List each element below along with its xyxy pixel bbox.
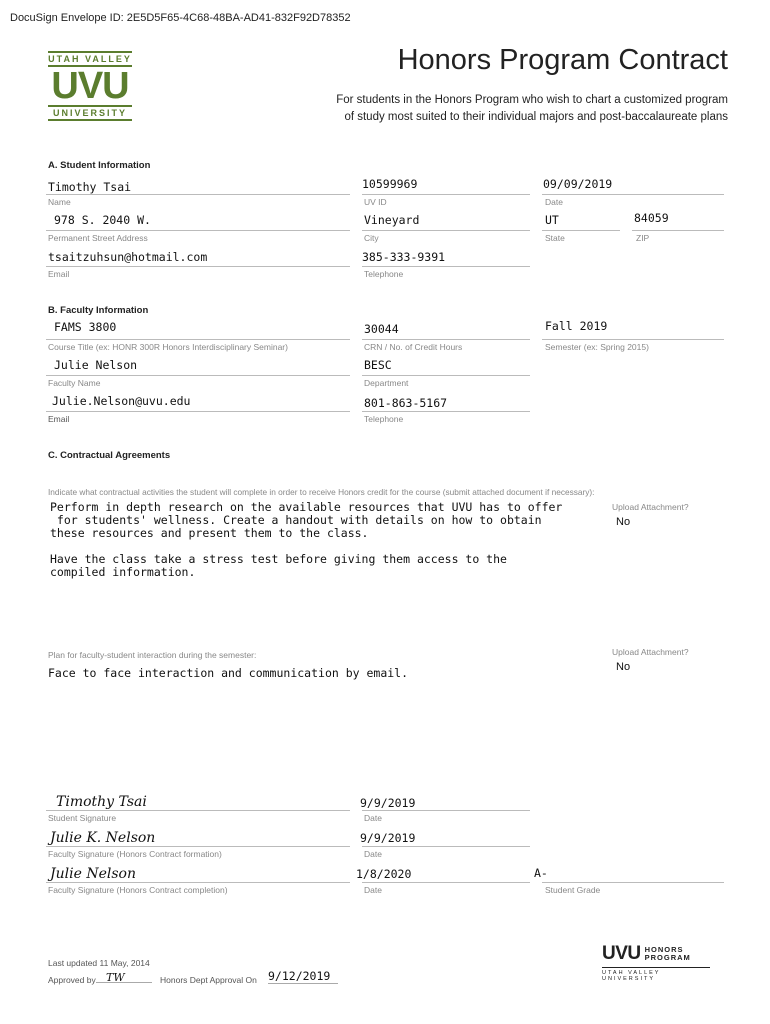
faculty-completion-date[interactable]: 1/8/2020: [356, 867, 412, 881]
student-sign-date[interactable]: 9/9/2019: [360, 796, 416, 810]
field-line: [632, 230, 724, 231]
faculty-name-label: Faculty Name: [48, 378, 101, 388]
field-line: [46, 411, 350, 412]
field-line: [362, 375, 530, 376]
faculty-email-label: Email: [48, 414, 70, 424]
field-line: [362, 230, 530, 231]
upload-attachment-label-2: Upload Attachment?: [612, 647, 689, 657]
city-label: City: [364, 233, 379, 243]
footer-logo-honors-program: [645, 946, 691, 962]
state-label: State: [545, 233, 565, 243]
section-c-heading: C. Contractual Agreements: [48, 450, 171, 461]
field-line: [46, 810, 350, 811]
field-line: [362, 882, 530, 883]
activities-instruction: Indicate what contractual activities the student will complete in order to receive Honors credit for the course (submit attached document if necessary):: [48, 487, 595, 497]
field-line: [542, 230, 620, 231]
faculty-email-field[interactable]: Julie.Nelson@uvu.edu: [52, 394, 191, 408]
student-telephone-label: Telephone: [364, 269, 404, 279]
semester-label: Semester (ex: Spring 2015): [545, 342, 649, 352]
zip-field[interactable]: 84059: [634, 211, 669, 225]
field-line: [46, 194, 350, 195]
footer-logo-program: PROGRAM: [644, 953, 691, 962]
approved-by-line: [96, 968, 152, 983]
field-line: [542, 194, 724, 195]
field-line: [362, 810, 530, 811]
faculty-telephone-field[interactable]: 801-863-5167: [364, 396, 448, 410]
uvid-field[interactable]: 10599969: [362, 177, 418, 191]
plan-label: Plan for faculty-student interaction during the semester:: [48, 650, 257, 660]
dept-approval-date[interactable]: 9/12/2019: [268, 969, 338, 984]
field-line: [542, 882, 724, 883]
crn-label: CRN / No. of Credit Hours: [364, 342, 463, 352]
subtitle-line-1: For students in the Honors Program who wish to chart a customized program: [336, 94, 728, 106]
logo-mid-text: UVU: [51, 65, 129, 107]
section-b-heading: B. Faculty Information: [48, 305, 149, 316]
field-line: [46, 339, 350, 340]
field-line: [46, 230, 350, 231]
student-email-label: Email: [48, 269, 70, 279]
field-line: [542, 339, 724, 340]
student-name-label: Name: [48, 197, 71, 207]
faculty-formation-date-label: Date: [364, 849, 382, 859]
section-a-heading: A. Student Information: [48, 160, 151, 171]
plan-textarea[interactable]: Face to face interaction and communication by email.: [48, 666, 409, 680]
field-line: [362, 846, 530, 847]
approved-by-initials[interactable]: TW: [106, 971, 125, 984]
department-label: Department: [364, 378, 409, 388]
student-email-field[interactable]: tsaitzuhsun@hotmail.com: [48, 250, 208, 264]
date-field[interactable]: 09/09/2019: [543, 177, 613, 191]
faculty-telephone-label: Telephone: [364, 414, 404, 424]
field-line: [362, 266, 530, 267]
field-line: [46, 266, 350, 267]
upload-attachment-select-1[interactable]: No: [616, 516, 631, 528]
faculty-name-field[interactable]: Julie Nelson: [54, 358, 138, 372]
dept-approval-label: Honors Dept Approval On: [160, 975, 257, 985]
field-line: [362, 339, 530, 340]
faculty-completion-signature[interactable]: Julie Nelson: [50, 866, 136, 882]
student-grade-field[interactable]: A-: [534, 866, 548, 880]
logo-top-text: UTAH VALLEY: [48, 51, 132, 67]
approved-by-label: Approved by: [48, 975, 96, 985]
activities-textarea[interactable]: Perform in depth research on the available resources that UVU has to offer for students' wellness. Create a handout with details on how to obtain these resources and present them to the class. Have the class take a stress test before giving them access to the compiled information.: [50, 500, 563, 579]
field-line: [362, 411, 530, 412]
faculty-formation-date[interactable]: 9/9/2019: [360, 831, 416, 845]
logo-bottom-text: UNIVERSITY: [48, 105, 132, 121]
faculty-completion-label: Faculty Signature (Honors Contract completion): [48, 885, 228, 895]
upload-attachment-label-1: Upload Attachment?: [612, 502, 689, 512]
street-label: Permanent Street Address: [48, 233, 148, 243]
uvu-logo: [48, 51, 132, 121]
student-signature[interactable]: Timothy Tsai: [56, 794, 147, 810]
student-name-field[interactable]: Timothy Tsai: [48, 180, 132, 194]
subtitle-line-2: of study most suited to their individual majors and post-baccalaureate plans: [344, 111, 728, 123]
uvid-label: UV ID: [364, 197, 387, 207]
state-field[interactable]: UT: [545, 213, 559, 227]
footer-logo-honors: HONORS: [644, 945, 684, 954]
faculty-formation-label: Faculty Signature (Honors Contract formation): [48, 849, 222, 859]
student-signature-label: Student Signature: [48, 813, 117, 823]
field-line: [46, 846, 350, 847]
footer-logo-uvu: UVU: [602, 943, 641, 964]
last-updated: Last updated 11 May, 2014: [48, 958, 150, 968]
date-label: Date: [545, 197, 563, 207]
footer-logo-uv: UTAH VALLEY UNIVERSITY: [602, 967, 710, 982]
page-title: Honors Program Contract: [397, 44, 728, 76]
field-line: [46, 882, 350, 883]
department-field[interactable]: BESC: [364, 358, 392, 372]
course-field[interactable]: FAMS 3800: [54, 320, 117, 334]
zip-label: ZIP: [636, 233, 650, 243]
semester-field[interactable]: Fall 2019: [545, 319, 608, 333]
student-date-label: Date: [364, 813, 382, 823]
crn-field[interactable]: 30044: [364, 322, 399, 336]
upload-attachment-select-2[interactable]: No: [616, 661, 631, 673]
field-line: [362, 194, 530, 195]
street-field[interactable]: 978 S. 2040 W.: [54, 213, 151, 227]
faculty-completion-date-label: Date: [364, 885, 382, 895]
page-subtitle: [336, 92, 728, 126]
faculty-formation-signature[interactable]: Julie K. Nelson: [50, 830, 156, 846]
field-line: [46, 375, 350, 376]
student-telephone-field[interactable]: 385-333-9391: [362, 250, 446, 264]
course-label: Course Title (ex: HONR 300R Honors Interdisciplinary Seminar): [48, 342, 288, 352]
honors-program-logo: [602, 943, 710, 982]
student-grade-label: Student Grade: [545, 885, 601, 895]
city-field[interactable]: Vineyard: [364, 213, 420, 227]
envelope-id: DocuSign Envelope ID: 2E5D5F65-4C68-48BA-AD41-832F92D78352: [10, 12, 351, 24]
